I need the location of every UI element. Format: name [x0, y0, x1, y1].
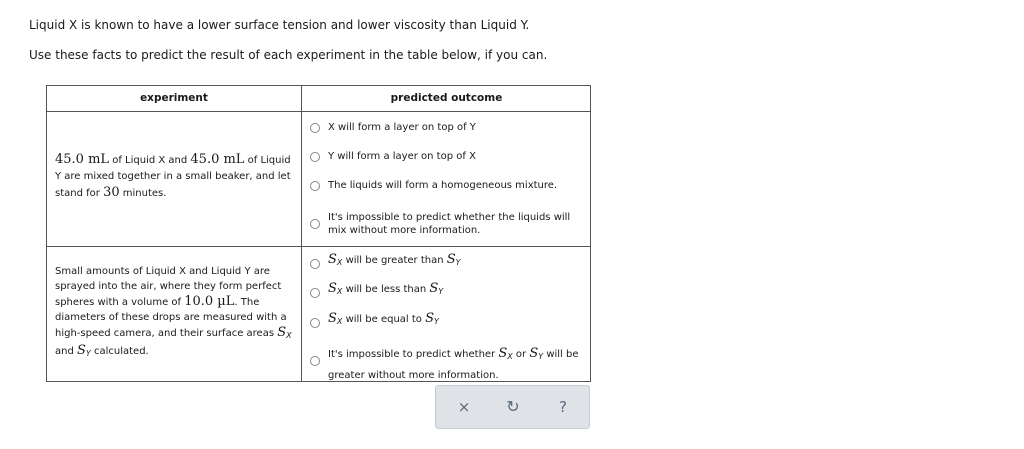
undo-button[interactable] — [498, 392, 528, 422]
intro-text-1: Liquid X is known to have a lower surface tension and lower viscosity than Liquid Y. — [29, 18, 530, 32]
experiment-2-text-a: Small amounts of Liquid X and Liquid Y are sprayed into the air, where they form perfect spheres with a volume of — [55, 266, 282, 308]
column-divider — [301, 86, 302, 382]
symbol-s: S — [328, 281, 337, 296]
undo-icon: ↻ — [506, 397, 520, 416]
radio-button[interactable] — [310, 288, 320, 298]
experiment-2-text-b: . The diameters of these drops are measured with a high-speed camera, and their surface areas — [55, 297, 287, 339]
option-text: will be greater than — [342, 255, 447, 266]
radio-button[interactable] — [310, 123, 320, 133]
help-icon: ? — [559, 398, 567, 416]
option-label: X will form a layer on top of Y — [328, 122, 476, 133]
subscript-y: Y — [85, 349, 91, 358]
option-label: The liquids will form a homogeneous mixture. — [328, 180, 558, 191]
symbol-s: S — [328, 311, 337, 326]
experiment-1-text-c: minutes. — [119, 188, 167, 199]
subscript-y: Y — [455, 258, 461, 267]
subscript-y: Y — [434, 317, 439, 326]
subscript-x: X — [507, 352, 513, 361]
experiment-1-description — [55, 152, 295, 202]
subscript-x: X — [286, 331, 292, 340]
option-label — [328, 312, 586, 328]
help-button[interactable] — [548, 392, 578, 422]
subscript-x: X — [336, 287, 343, 296]
column-header-predicted-outcome: predicted outcome — [390, 92, 503, 104]
close-icon: × — [457, 398, 471, 416]
volume-x: 45.0 mL — [55, 152, 110, 167]
option-label — [328, 253, 586, 269]
symbol-s: S — [429, 281, 439, 296]
subscript-x: X — [336, 258, 343, 267]
radio-button[interactable] — [310, 259, 320, 269]
clear-button[interactable] — [449, 392, 479, 422]
column-header-experiment: experiment — [140, 92, 208, 104]
symbol-s: S — [498, 346, 508, 361]
option-text: will be greater without more information. — [328, 349, 579, 381]
experiment-2-text-and: and — [55, 346, 77, 357]
symbol-s: S — [446, 252, 456, 267]
option-text: will be less than — [342, 284, 430, 295]
symbol-s: S — [529, 346, 539, 361]
experiment-1-text-a: of Liquid X and — [109, 155, 191, 166]
droplet-volume: 10.0 µL — [184, 294, 235, 309]
option-label: It's impossible to predict whether the liquids will mix without more information. — [328, 212, 571, 236]
option-text: It's impossible to predict whether — [328, 349, 499, 360]
radio-button[interactable] — [310, 219, 320, 229]
answer-toolbar — [435, 385, 590, 429]
subscript-y: Y — [538, 352, 544, 361]
radio-button[interactable] — [310, 181, 320, 191]
volume-y: 45.0 mL — [190, 152, 245, 167]
radio-button[interactable] — [310, 318, 320, 328]
option-label — [328, 344, 586, 385]
subscript-x: X — [336, 317, 343, 326]
subscript-y: Y — [438, 287, 444, 296]
symbol-s: S — [277, 325, 287, 340]
intro-text-2: Use these facts to predict the result of each experiment in the table below, if you can. — [29, 48, 548, 62]
radio-button[interactable] — [310, 356, 320, 366]
symbol-s: S — [77, 343, 86, 358]
option-label: Y will form a layer on top of X — [328, 151, 476, 162]
experiment-2-description — [55, 264, 295, 361]
header-divider — [47, 111, 590, 112]
symbol-s: S — [328, 252, 337, 267]
radio-button[interactable] — [310, 152, 320, 162]
stand-time: 30 — [103, 185, 120, 200]
option-text: or — [512, 349, 530, 360]
symbol-s: S — [425, 311, 434, 326]
experiment-1-text-b: of Liquid Y are mixed together in a small beaker, and let stand for — [55, 155, 291, 199]
option-text: will be equal to — [342, 314, 426, 325]
option-label — [328, 282, 586, 298]
row-divider — [47, 246, 590, 247]
experiment-2-text-c: calculated. — [90, 346, 149, 357]
experiment-table — [46, 85, 591, 382]
